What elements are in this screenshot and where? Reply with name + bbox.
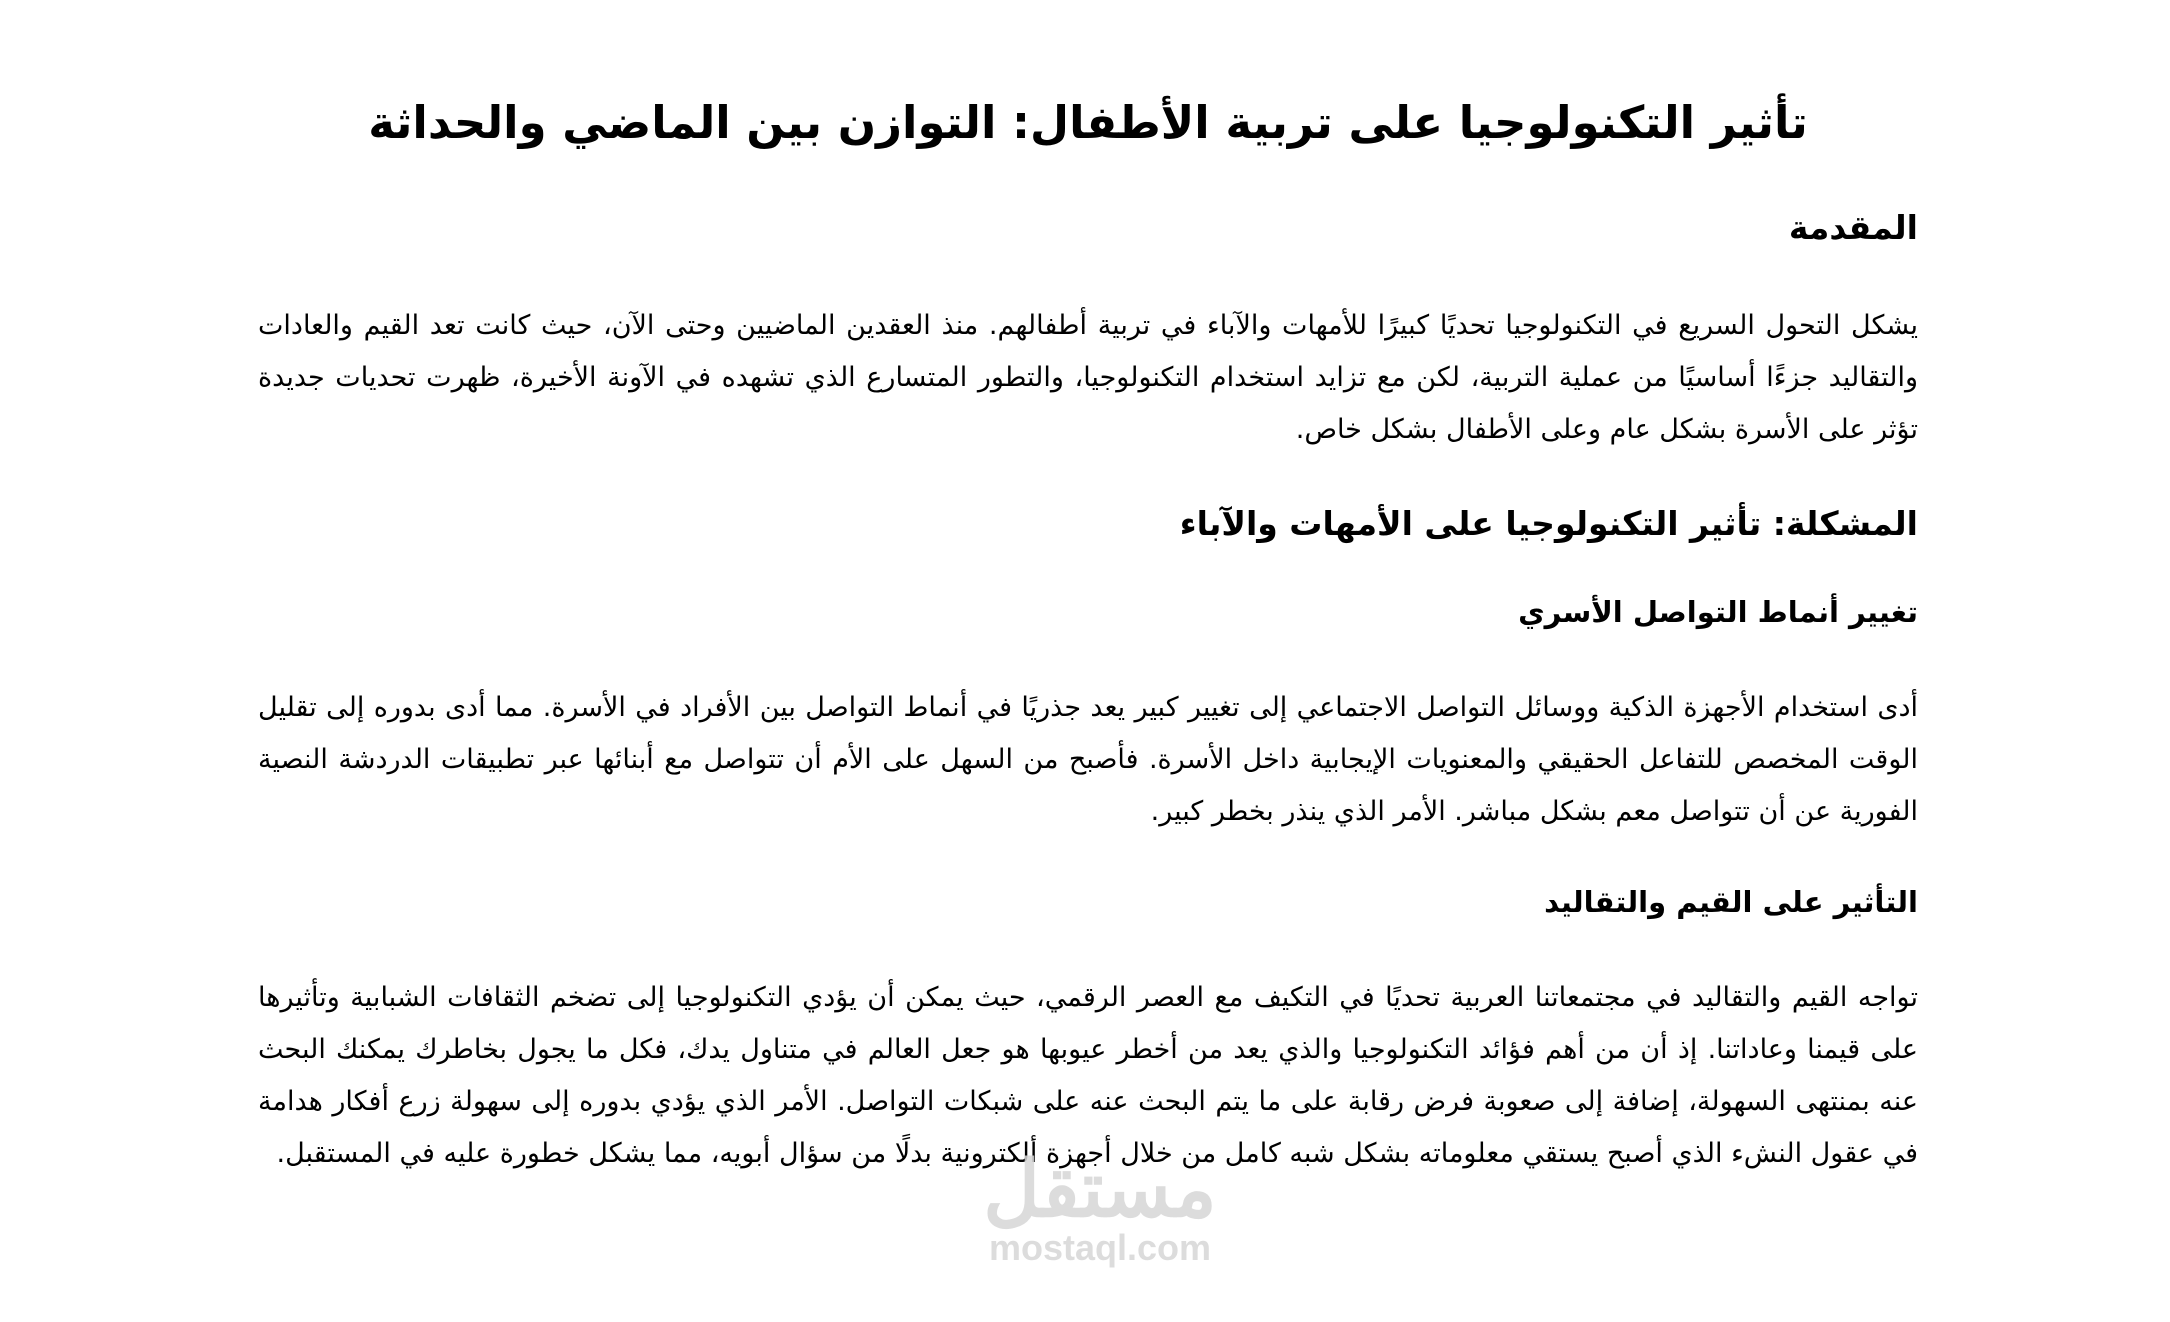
section-heading-introduction: المقدمة (1788, 208, 1918, 247)
watermark-logo: مستقل (983, 1145, 1217, 1233)
section-heading-problem: المشكلة: تأثير التكنولوجيا على الأمهات والآباء (1179, 504, 1918, 543)
watermark-domain: mostaql.com (988, 1227, 1212, 1268)
family-communication-paragraph: أدى استخدام الأجهزة الذكية ووسائل التواصل الاجتماعي إلى تغيير كبير يعد جذريًا في أنماط التواصل بين الأفراد في الأسرة. مما أدى بدوره إلى تقليل الوقت المخصص للتفاعل الحقيقي والمعنويات الإيجابية داخل الأسرة. فأصبح من السهل على الأم أن تتواصل مع أبنائها عبر تطبيقات الدردشة النصية الفورية عن أن تتواصل معم بشكل مباشر. الأمر الذي ينذر بخطر كبير. (258, 692, 1918, 827)
values-traditions-paragraph: تواجه القيم والتقاليد في مجتمعاتنا العربية تحديًا في التكيف مع العصر الرقمي، حيث يمكن أن يؤدي التكنولوجيا إلى تضخم الثقافات الشبابية وتأثيرها على قيمنا وعاداتنا. إذ أن من أهم فؤائد التكنولوجيا والذي يعد من أخطر عيوبها هو جعل العالم في متناول يدك، فكل ما يجول بخاطرك يمكنك البحث عنه بمنتهى السهولة، إضافة إلى صعوبة فرض رقابة على ما يتم البحث عنه على شبكات التواصل. الأمر الذي يؤدي بدوره إلى سهولة زرع أفكار هدامة في عقول النشء الذي أصبح يستقي معلوماته بشكل شبه كامل من خلال أجهزة ألكترونية بدلًا من سؤال أبويه، مما يشكل خطورة عليه في المستقبل. (258, 982, 1918, 1169)
subsection-family-communication (258, 590, 1918, 838)
document-page (258, 90, 1918, 1180)
subsection-heading-values-traditions: التأثير على القيم والتقاليد (1544, 885, 1918, 919)
section-introduction (258, 204, 1918, 456)
subsection-heading-family-communication: تغيير أنماط التواصل الأسري (1518, 595, 1918, 629)
subsection-values-traditions (258, 880, 1918, 1180)
document-title: تأثير التكنولوجيا على تربية الأطفال: التوازن بين الماضي والحداثة (368, 96, 1808, 149)
introduction-paragraph: يشكل التحول السريع في التكنولوجيا تحديًا كبيرًا للأمهات والآباء في تربية أطفالهم. منذ العقدين الماضيين وحتى الآن، حيث كانت تعد القيم والعادات والتقاليد جزءًا أساسيًا من عملية التربية، لكن مع تزايد استخدام التكنولوجيا، والتطور المتسارع الذي تشهده في الآونة الأخيرة، ظهرت تحديات جديدة تؤثر على الأسرة بشكل عام وعلى الأطفال بشكل خاص. (258, 310, 1918, 445)
section-problem (258, 500, 1918, 1180)
